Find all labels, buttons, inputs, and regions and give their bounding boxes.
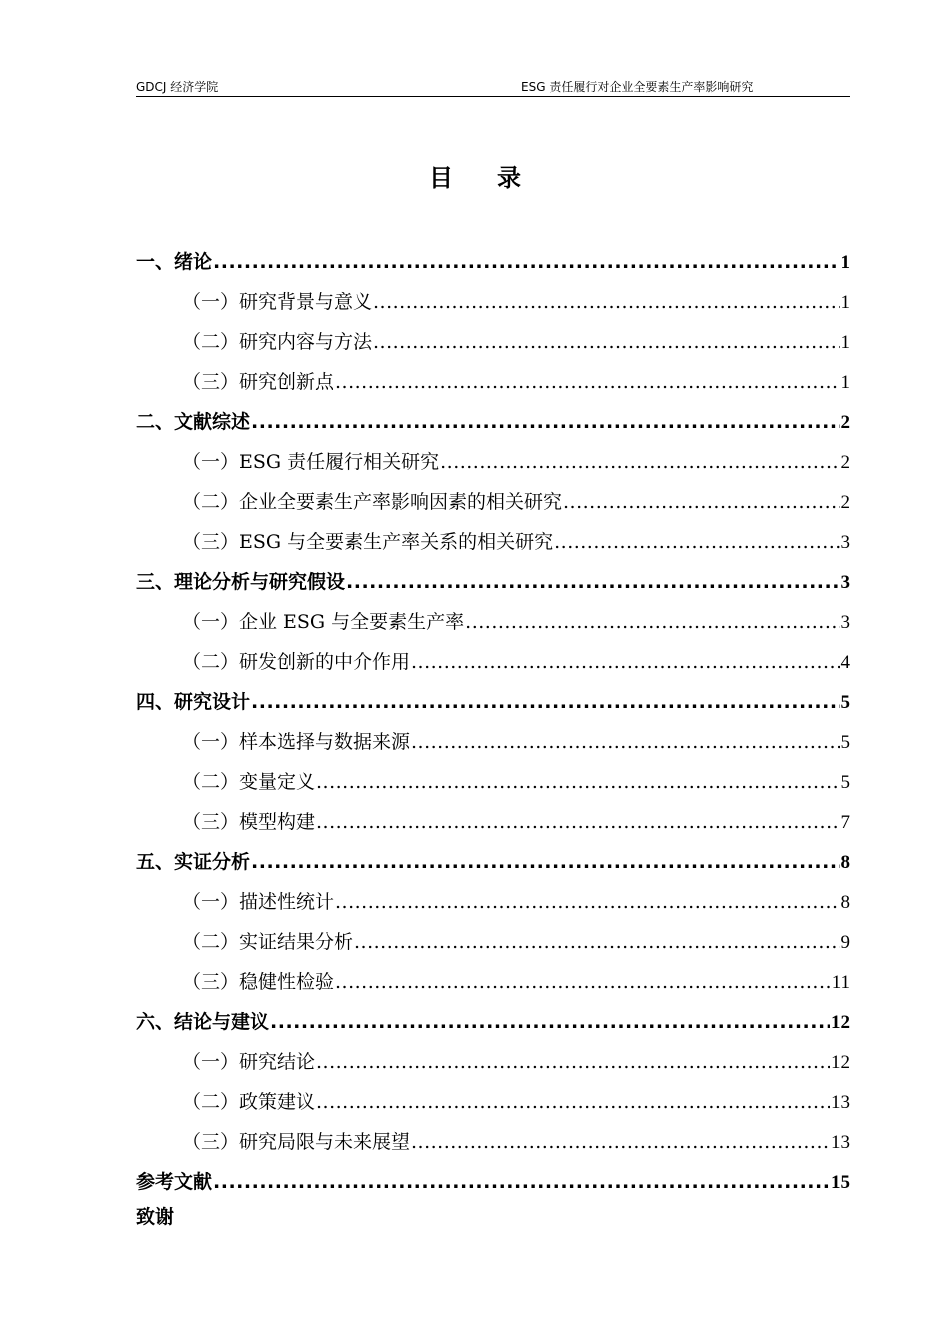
toc-entry-title: （一）研究结论 <box>182 1051 316 1073</box>
toc-dot-leader <box>213 242 839 282</box>
toc-dot-leader <box>335 962 831 1002</box>
toc-page-number: 1 <box>840 252 850 273</box>
toc-page-number: 3 <box>840 572 850 593</box>
toc-entry-title: （三）研究局限与未来展望 <box>182 1131 411 1153</box>
toc-page-number: 8 <box>840 852 850 873</box>
toc-chapter-entry[interactable] <box>136 402 850 442</box>
toc-entry-title: 致谢 <box>136 1206 175 1228</box>
toc-page-number: 2 <box>840 492 850 513</box>
toc-dot-leader <box>411 722 839 762</box>
toc-entry-title: （三）研究创新点 <box>182 371 335 393</box>
toc-entry-title: （一）样本选择与数据来源 <box>182 731 411 753</box>
toc-section-entry[interactable] <box>136 322 850 362</box>
toc-entry-title: 五、实证分析 <box>136 851 251 873</box>
toc-entry-title: 三、理论分析与研究假设 <box>136 571 346 593</box>
toc-section-entry[interactable] <box>136 642 850 682</box>
toc-page-number: 5 <box>840 732 850 753</box>
toc-dot-leader <box>316 762 839 802</box>
toc-page-number: 12 <box>831 1052 850 1073</box>
toc-chapter-entry[interactable] <box>136 1162 850 1202</box>
toc-page-number: 5 <box>840 772 850 793</box>
toc-entry-title: （一）描述性统计 <box>182 891 335 913</box>
toc-page-number: 2 <box>840 412 850 433</box>
toc-page-number: 7 <box>840 812 850 833</box>
toc-section-entry[interactable] <box>136 962 850 1002</box>
toc-section-entry[interactable] <box>136 762 850 802</box>
toc-section-entry[interactable] <box>136 482 850 522</box>
toc-dot-leader <box>270 1002 830 1042</box>
toc-dot-leader <box>373 322 839 362</box>
toc-entry-title: （一）ESG 责任履行相关研究 <box>182 451 440 473</box>
toc-entry-title: 二、文献综述 <box>136 411 251 433</box>
toc-entry-title: （三）ESG 与全要素生产率关系的相关研究 <box>182 531 554 553</box>
toc-page-number: 1 <box>840 332 850 353</box>
toc-dot-leader <box>373 282 839 322</box>
header-right-text: ESG 责任履行对企业全要素生产率影响研究 <box>521 80 754 94</box>
toc-dot-leader <box>316 1082 830 1122</box>
toc-page-number: 1 <box>840 372 850 393</box>
toc-entry-title: （一）研究背景与意义 <box>182 291 373 313</box>
toc-page-number: 11 <box>831 972 850 993</box>
toc-section-entry[interactable] <box>136 602 850 642</box>
toc-dot-leader <box>563 482 839 522</box>
toc-dot-leader <box>251 682 839 722</box>
toc-section-entry[interactable] <box>136 802 850 842</box>
toc-page-number: 9 <box>840 932 850 953</box>
toc-dot-leader <box>440 442 839 482</box>
toc-dot-leader <box>465 602 839 642</box>
toc-entry-title: 四、研究设计 <box>136 691 251 713</box>
toc-entry-title: （一）企业 ESG 与全要素生产率 <box>182 611 465 633</box>
toc-dot-leader <box>335 362 839 402</box>
header-left-text: GDCJ 经济学院 <box>136 80 219 94</box>
toc-page-number: 3 <box>840 532 850 553</box>
page-header <box>136 78 850 97</box>
toc-dot-leader <box>213 1162 830 1202</box>
toc-chapter-entry[interactable] <box>136 562 850 602</box>
toc-entry-title: （二）变量定义 <box>182 771 316 793</box>
toc-page-number: 4 <box>840 652 850 673</box>
toc-entry-title: （二）实证结果分析 <box>182 931 354 953</box>
toc-dot-leader <box>411 1122 830 1162</box>
toc-entry-title: （二）研发创新的中介作用 <box>182 651 411 673</box>
toc-section-entry[interactable] <box>136 882 850 922</box>
toc-dot-leader <box>411 642 839 682</box>
toc-page-number: 13 <box>831 1092 850 1113</box>
toc-page-number: 5 <box>840 692 850 713</box>
toc-page-number: 13 <box>831 1132 850 1153</box>
toc-page-number: 2 <box>840 452 850 473</box>
toc-chapter-entry[interactable] <box>136 242 850 282</box>
toc-page-number: 8 <box>840 892 850 913</box>
toc-section-entry[interactable] <box>136 1122 850 1162</box>
toc-dot-leader <box>554 522 839 562</box>
toc-entry-title: （二）企业全要素生产率影响因素的相关研究 <box>182 491 563 513</box>
toc-chapter-entry[interactable] <box>136 1002 850 1042</box>
toc-entry-title: （三）模型构建 <box>182 811 316 833</box>
toc-entry-title: （二）研究内容与方法 <box>182 331 373 353</box>
toc-dot-leader <box>346 562 839 602</box>
toc-section-entry[interactable] <box>136 282 850 322</box>
toc-section-entry[interactable] <box>136 442 850 482</box>
toc-chapter-entry[interactable] <box>136 682 850 722</box>
toc-section-entry[interactable] <box>136 1082 850 1122</box>
toc-chapter-entry[interactable] <box>136 842 850 882</box>
toc-section-entry[interactable] <box>136 362 850 402</box>
toc-dot-leader <box>316 802 839 842</box>
toc-page-number: 15 <box>831 1172 850 1193</box>
toc-entry-title: 六、结论与建议 <box>136 1011 270 1033</box>
toc-section-entry[interactable] <box>136 922 850 962</box>
toc-section-entry[interactable] <box>136 1042 850 1082</box>
toc-entry-title: （三）稳健性检验 <box>182 971 335 993</box>
table-of-contents <box>136 242 850 1232</box>
toc-page-number: 3 <box>840 612 850 633</box>
toc-entry-title: 参考文献 <box>136 1171 213 1193</box>
toc-section-entry[interactable] <box>136 522 850 562</box>
page-title: 目录 <box>429 164 565 192</box>
toc-chapter-entry[interactable] <box>136 1202 850 1232</box>
toc-dot-leader <box>335 882 839 922</box>
toc-page-number: 1 <box>840 292 850 313</box>
toc-dot-leader <box>354 922 839 962</box>
toc-dot-leader <box>251 842 839 882</box>
toc-dot-leader <box>251 402 839 442</box>
toc-section-entry[interactable] <box>136 722 850 762</box>
toc-dot-leader <box>316 1042 830 1082</box>
toc-entry-title: （二）政策建议 <box>182 1091 316 1113</box>
toc-page-number: 12 <box>831 1012 850 1033</box>
toc-entry-title: 一、绪论 <box>136 251 213 273</box>
